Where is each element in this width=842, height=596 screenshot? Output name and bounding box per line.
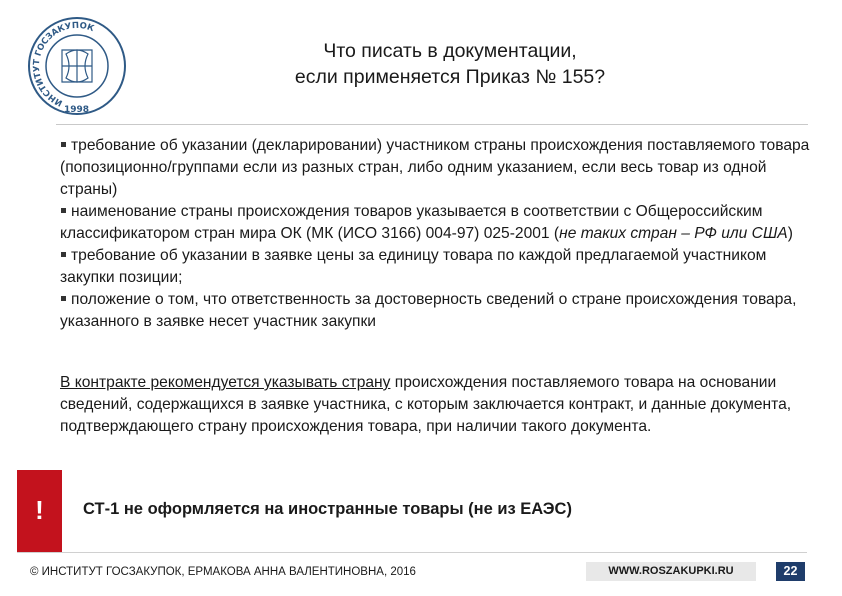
logo-year: 1998	[64, 105, 90, 115]
bullet-item: требование об указании в заявке цены за единицу товара по каждой предлагаемой участником закупки позиции;	[60, 247, 767, 286]
slide-title	[200, 38, 700, 90]
footer-copyright: © ИНСТИТУТ ГОСЗАКУПОК, ЕРМАКОВА АННА ВАЛЕНТИНОВНА, 2016	[30, 566, 416, 578]
contract-note	[60, 372, 840, 438]
slide-title-line2: если применяется Приказ № 155?	[294, 66, 606, 88]
slide-title-line1: Что писать в документации,	[323, 40, 577, 62]
bullet-list	[60, 135, 815, 333]
bullet-square-icon	[61, 296, 66, 301]
bullet-item: положение о том, что ответственность за достоверность сведений о стране происхождения товара, указанного в заявке несет участник закупки	[60, 291, 797, 330]
contract-note-underlined: В контракте рекомендуется указывать страну	[60, 374, 391, 391]
institute-logo	[22, 12, 132, 120]
bullet-square-icon	[61, 142, 66, 147]
title-divider	[56, 124, 808, 125]
exclamation-icon: !	[35, 495, 44, 525]
footer-url-link[interactable]: WWW.ROSZAKUPKI.RU	[586, 562, 756, 581]
bullet-square-icon	[61, 208, 66, 213]
bullet-item: требование об указании (декларировании) участником страны происхождения поставляемого товара (попозиционно/группами если из разных стран, либо одним указанием, если весь товар из одной страны)	[60, 137, 810, 198]
logo-ring-text: ИНСТИТУТ ГОСЗАКУПОК	[31, 20, 96, 108]
bullet-square-icon	[61, 252, 66, 257]
footer-divider	[17, 552, 807, 553]
page-number-badge: 22	[776, 562, 805, 581]
bullet-italic-note: не таких стран – РФ или США	[559, 225, 788, 242]
contract-note-rest: происхождения поставляемого товара на основании сведений, содержащихся в заявке участника, с которым заключается контракт, и данные документа, подтверждающего страну происхождения товара, при наличии такого документа.	[60, 374, 792, 435]
bullet-item: наименование страны происхождения товаров указывается в соответствии с Общероссийским классификатором стран мира ОК (МК (ИСО 3166) 004-97) 025-2001 (не таких стран – РФ или США)	[60, 203, 793, 242]
warning-text: СТ-1 не оформляется на иностранные товары (не из ЕАЭС)	[83, 500, 572, 518]
